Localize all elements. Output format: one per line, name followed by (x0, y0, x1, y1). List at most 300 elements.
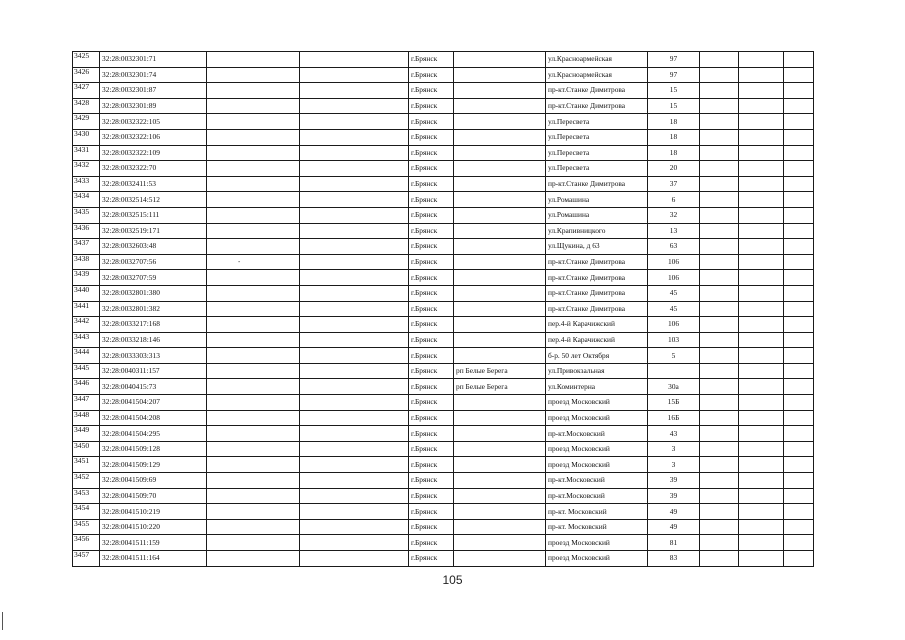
settlement-cell (454, 395, 546, 411)
city-cell: г.Брянск (409, 426, 454, 442)
empty-cell (207, 239, 300, 255)
registry-table (72, 51, 814, 567)
street-cell: пр-кт.Станке Димитрова (546, 285, 648, 301)
empty-cell (700, 426, 739, 442)
empty-cell (739, 129, 784, 145)
street-cell: ул.Красноармейская (546, 67, 648, 83)
settlement-cell (454, 301, 546, 317)
settlement-cell (454, 457, 546, 473)
empty-cell (300, 161, 409, 177)
house-number: 81 (648, 535, 700, 551)
row-number: 3436 (73, 223, 100, 239)
street-cell: проезд Московский (546, 535, 648, 551)
table-row (73, 223, 814, 239)
house-number: 18 (648, 145, 700, 161)
city-cell: г.Брянск (409, 504, 454, 520)
row-number: 3443 (73, 332, 100, 348)
cadastral-number: 32:28:0032603:48 (100, 239, 207, 255)
house-number: 15 (648, 83, 700, 99)
street-cell: проезд Московский (546, 551, 648, 567)
empty-cell (207, 441, 300, 457)
empty-cell (207, 410, 300, 426)
empty-cell (700, 207, 739, 223)
table-row (73, 441, 814, 457)
empty-cell (300, 457, 409, 473)
cadastral-number: 32:28:0033303:313 (100, 348, 207, 364)
empty-cell (700, 410, 739, 426)
row-number: 3455 (73, 519, 100, 535)
empty-cell (207, 223, 300, 239)
table-row (73, 52, 814, 68)
row-number: 3456 (73, 535, 100, 551)
empty-cell (784, 83, 814, 99)
empty-cell (300, 223, 409, 239)
empty-cell (700, 223, 739, 239)
row-number: 3435 (73, 207, 100, 223)
empty-cell (207, 426, 300, 442)
empty-cell (700, 379, 739, 395)
cadastral-number: 32:28:0041511:159 (100, 535, 207, 551)
house-number: 3 (648, 457, 700, 473)
empty-cell (300, 52, 409, 68)
street-cell: ул.Ромашина (546, 207, 648, 223)
settlement-cell (454, 519, 546, 535)
house-number: 45 (648, 301, 700, 317)
empty-cell (784, 98, 814, 114)
table-row (73, 192, 814, 208)
table-row (73, 519, 814, 535)
cadastral-number: 32:28:0032515:111 (100, 207, 207, 223)
empty-cell (300, 83, 409, 99)
cadastral-number: 32:28:0032301:71 (100, 52, 207, 68)
street-cell: пер.4-й Карачижский (546, 317, 648, 333)
empty-cell (300, 410, 409, 426)
city-cell: г.Брянск (409, 551, 454, 567)
house-number: 97 (648, 52, 700, 68)
empty-cell (700, 145, 739, 161)
row-number: 3432 (73, 161, 100, 177)
city-cell: г.Брянск (409, 83, 454, 99)
settlement-cell (454, 161, 546, 177)
empty-cell (300, 192, 409, 208)
city-cell: г.Брянск (409, 285, 454, 301)
cadastral-number: 32:28:0040311:157 (100, 363, 207, 379)
empty-cell (784, 67, 814, 83)
street-cell: пр-кт.Станке Димитрова (546, 83, 648, 99)
city-cell: г.Брянск (409, 379, 454, 395)
empty-cell (207, 457, 300, 473)
row-number: 3442 (73, 317, 100, 333)
cadastral-number: 32:28:0032411:53 (100, 176, 207, 192)
empty-cell (207, 254, 300, 270)
house-number: 106 (648, 317, 700, 333)
city-cell: г.Брянск (409, 301, 454, 317)
city-cell: г.Брянск (409, 332, 454, 348)
house-number: 39 (648, 473, 700, 489)
table-row (73, 551, 814, 567)
cadastral-number: 32:28:0032322:109 (100, 145, 207, 161)
empty-cell (300, 98, 409, 114)
row-number: 3450 (73, 441, 100, 457)
empty-cell (784, 488, 814, 504)
house-number: 15Б (648, 395, 700, 411)
house-number: 6 (648, 192, 700, 208)
empty-cell (207, 332, 300, 348)
cadastral-number: 32:28:0032707:56 (100, 254, 207, 270)
settlement-cell (454, 176, 546, 192)
house-number: 3 (648, 441, 700, 457)
row-number: 3449 (73, 426, 100, 442)
empty-cell (207, 161, 300, 177)
empty-cell (300, 285, 409, 301)
row-number: 3437 (73, 239, 100, 255)
empty-cell (300, 426, 409, 442)
empty-cell (207, 114, 300, 130)
empty-cell (700, 473, 739, 489)
empty-cell (700, 519, 739, 535)
empty-cell (739, 223, 784, 239)
empty-cell (784, 176, 814, 192)
row-number: 3425 (73, 52, 100, 68)
settlement-cell (454, 223, 546, 239)
empty-cell (700, 254, 739, 270)
empty-cell (300, 519, 409, 535)
city-cell: г.Брянск (409, 410, 454, 426)
city-cell: г.Брянск (409, 535, 454, 551)
street-cell: ул.Коминтерна (546, 379, 648, 395)
empty-cell (739, 285, 784, 301)
house-number: 30а (648, 379, 700, 395)
settlement-cell (454, 551, 546, 567)
street-cell: пр-кт.Московский (546, 426, 648, 442)
page-number: 105 (442, 573, 463, 587)
city-cell: г.Брянск (409, 161, 454, 177)
settlement-cell (454, 488, 546, 504)
empty-cell (784, 114, 814, 130)
city-cell: г.Брянск (409, 67, 454, 83)
table-row (73, 410, 814, 426)
settlement-cell (454, 254, 546, 270)
city-cell: г.Брянск (409, 488, 454, 504)
settlement-cell (454, 410, 546, 426)
city-cell: г.Брянск (409, 363, 454, 379)
empty-cell (207, 129, 300, 145)
empty-cell (784, 161, 814, 177)
street-cell: ул.Пересвета (546, 129, 648, 145)
empty-cell (784, 426, 814, 442)
empty-cell (700, 114, 739, 130)
settlement-cell (454, 67, 546, 83)
row-number: 3452 (73, 473, 100, 489)
street-cell: пр-кт.Станке Димитрова (546, 254, 648, 270)
cadastral-number: 32:28:0041511:164 (100, 551, 207, 567)
table-row (73, 254, 814, 270)
city-cell: г.Брянск (409, 270, 454, 286)
house-number: 18 (648, 129, 700, 145)
house-number: 83 (648, 551, 700, 567)
empty-cell (700, 332, 739, 348)
street-cell: пр-кт.Станке Димитрова (546, 98, 648, 114)
row-number: 3438 (73, 254, 100, 270)
row-number: 3447 (73, 395, 100, 411)
empty-cell (784, 285, 814, 301)
street-cell: пр-кт.Станке Димитрова (546, 270, 648, 286)
table-row (73, 207, 814, 223)
cadastral-number: 32:28:0032514:512 (100, 192, 207, 208)
house-number: 32 (648, 207, 700, 223)
cadastral-number: 32:28:0032322:105 (100, 114, 207, 130)
cadastral-number: 32:28:0033218:146 (100, 332, 207, 348)
empty-cell (739, 301, 784, 317)
empty-cell (300, 317, 409, 333)
empty-cell (739, 332, 784, 348)
empty-cell (784, 348, 814, 364)
empty-cell (739, 488, 784, 504)
table-row (73, 426, 814, 442)
empty-cell (700, 395, 739, 411)
empty-cell (207, 535, 300, 551)
street-cell: ул.Пересвета (546, 114, 648, 130)
house-number: 18 (648, 114, 700, 130)
empty-cell (784, 239, 814, 255)
empty-cell (739, 98, 784, 114)
empty-cell (300, 395, 409, 411)
empty-cell (784, 52, 814, 68)
row-number: 3453 (73, 488, 100, 504)
row-number: 3440 (73, 285, 100, 301)
cadastral-number: 32:28:0040415:73 (100, 379, 207, 395)
empty-cell (207, 395, 300, 411)
settlement-cell (454, 332, 546, 348)
table-row (73, 363, 814, 379)
house-number: 20 (648, 161, 700, 177)
empty-cell (700, 176, 739, 192)
empty-cell (207, 551, 300, 567)
city-cell: г.Брянск (409, 348, 454, 364)
street-cell: ул.Пересвета (546, 161, 648, 177)
row-number: 3433 (73, 176, 100, 192)
street-cell: пр-кт. Московский (546, 504, 648, 520)
empty-cell (739, 239, 784, 255)
house-number: 16Б (648, 410, 700, 426)
row-number: 3430 (73, 129, 100, 145)
empty-cell (300, 488, 409, 504)
empty-cell (739, 519, 784, 535)
registry-table-body (73, 52, 814, 567)
empty-cell (300, 67, 409, 83)
table-row (73, 395, 814, 411)
house-number: 37 (648, 176, 700, 192)
cadastral-number: 32:28:0041509:69 (100, 473, 207, 489)
settlement-cell (454, 285, 546, 301)
empty-cell (700, 161, 739, 177)
house-number: 49 (648, 504, 700, 520)
settlement-cell (454, 98, 546, 114)
empty-cell (207, 192, 300, 208)
table-row (73, 488, 814, 504)
table-row (73, 129, 814, 145)
empty-cell (739, 83, 784, 99)
empty-cell (207, 348, 300, 364)
empty-cell (739, 207, 784, 223)
city-cell: г.Брянск (409, 317, 454, 333)
city-cell: г.Брянск (409, 457, 454, 473)
empty-cell (300, 348, 409, 364)
cadastral-number: 32:28:0032707:59 (100, 270, 207, 286)
empty-cell (784, 379, 814, 395)
row-number: 3439 (73, 270, 100, 286)
row-number: 3429 (73, 114, 100, 130)
settlement-cell (454, 348, 546, 364)
empty-cell (739, 145, 784, 161)
city-cell: г.Брянск (409, 254, 454, 270)
empty-cell (207, 207, 300, 223)
settlement-cell (454, 535, 546, 551)
row-number: 3448 (73, 410, 100, 426)
cadastral-number: 32:28:0032301:89 (100, 98, 207, 114)
empty-cell (700, 192, 739, 208)
empty-cell (300, 129, 409, 145)
empty-cell (207, 504, 300, 520)
street-cell: ул.Пересвета (546, 145, 648, 161)
empty-cell (784, 551, 814, 567)
street-cell: пр-кт.Станке Димитрова (546, 301, 648, 317)
cadastral-number: 32:28:0041510:219 (100, 504, 207, 520)
settlement-cell (454, 83, 546, 99)
empty-cell (739, 192, 784, 208)
table-row (73, 504, 814, 520)
empty-cell (300, 114, 409, 130)
house-number: 63 (648, 239, 700, 255)
table-row (73, 270, 814, 286)
empty-cell (700, 270, 739, 286)
house-number: 103 (648, 332, 700, 348)
empty-cell (300, 363, 409, 379)
empty-cell (700, 457, 739, 473)
table-row (73, 457, 814, 473)
empty-cell (207, 519, 300, 535)
empty-cell (784, 254, 814, 270)
city-cell: г.Брянск (409, 114, 454, 130)
empty-cell (207, 52, 300, 68)
row-number: 3427 (73, 83, 100, 99)
city-cell: г.Брянск (409, 176, 454, 192)
empty-cell (300, 301, 409, 317)
empty-cell (300, 145, 409, 161)
street-cell: пер.4-й Карачижский (546, 332, 648, 348)
settlement-cell (454, 473, 546, 489)
street-cell: ул.Привокзальная (546, 363, 648, 379)
city-cell: г.Брянск (409, 239, 454, 255)
empty-cell (207, 98, 300, 114)
settlement-cell (454, 426, 546, 442)
empty-cell (784, 207, 814, 223)
row-number: 3434 (73, 192, 100, 208)
house-number: 97 (648, 67, 700, 83)
empty-cell (784, 410, 814, 426)
empty-cell (300, 535, 409, 551)
street-cell: пр-кт. Московский (546, 519, 648, 535)
empty-cell (784, 317, 814, 333)
empty-cell (739, 457, 784, 473)
house-number: 43 (648, 426, 700, 442)
street-cell: б-р. 50 лет Октября (546, 348, 648, 364)
house-number: 106 (648, 270, 700, 286)
city-cell: г.Брянск (409, 441, 454, 457)
street-cell: ул.Щукина, д 63 (546, 239, 648, 255)
street-cell: проезд Московский (546, 441, 648, 457)
empty-cell (739, 363, 784, 379)
city-cell: г.Брянск (409, 145, 454, 161)
empty-cell (784, 145, 814, 161)
settlement-cell (454, 317, 546, 333)
empty-cell (300, 207, 409, 223)
empty-cell (739, 426, 784, 442)
empty-cell (739, 504, 784, 520)
row-number: 3426 (73, 67, 100, 83)
empty-cell (700, 488, 739, 504)
empty-cell (700, 83, 739, 99)
empty-cell (739, 270, 784, 286)
empty-cell (739, 535, 784, 551)
empty-cell (700, 239, 739, 255)
street-cell: ул.Красноармейская (546, 52, 648, 68)
cadastral-number: 32:28:0041509:129 (100, 457, 207, 473)
city-cell: г.Брянск (409, 192, 454, 208)
empty-cell (700, 67, 739, 83)
settlement-cell (454, 192, 546, 208)
house-number: 5 (648, 348, 700, 364)
empty-cell (784, 363, 814, 379)
cadastral-number: 32:28:0032801:380 (100, 285, 207, 301)
house-number: 49 (648, 519, 700, 535)
table-row (73, 98, 814, 114)
cadastral-number: 32:28:0041504:208 (100, 410, 207, 426)
cadastral-number: 32:28:0032301:87 (100, 83, 207, 99)
empty-cell (700, 363, 739, 379)
empty-cell (207, 176, 300, 192)
table-row (73, 332, 814, 348)
settlement-cell (454, 207, 546, 223)
street-cell: ул.Крапивницкого (546, 223, 648, 239)
empty-cell (207, 145, 300, 161)
city-cell: г.Брянск (409, 473, 454, 489)
empty-cell (784, 441, 814, 457)
empty-cell (739, 161, 784, 177)
empty-cell (784, 473, 814, 489)
empty-cell (784, 223, 814, 239)
empty-cell (739, 52, 784, 68)
empty-cell (784, 519, 814, 535)
table-row (73, 67, 814, 83)
empty-cell (739, 551, 784, 567)
row-number: 3444 (73, 348, 100, 364)
empty-cell (700, 285, 739, 301)
empty-cell (207, 285, 300, 301)
empty-cell (207, 83, 300, 99)
house-number (648, 363, 700, 379)
empty-cell (700, 551, 739, 567)
cadastral-number: 32:28:0032801:382 (100, 301, 207, 317)
empty-cell (207, 67, 300, 83)
street-cell: проезд Московский (546, 457, 648, 473)
row-number: 3445 (73, 363, 100, 379)
empty-cell (700, 98, 739, 114)
empty-cell (300, 379, 409, 395)
table-row (73, 348, 814, 364)
settlement-cell (454, 114, 546, 130)
empty-cell (300, 332, 409, 348)
